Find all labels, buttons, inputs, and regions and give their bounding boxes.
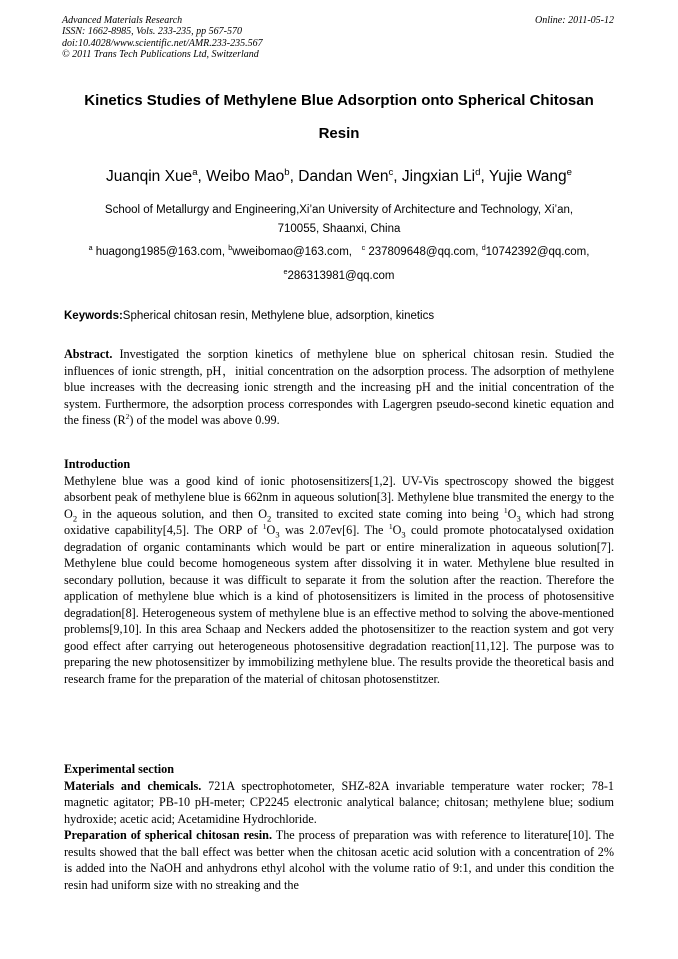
- email-a[interactable]: huagong1985@163.com,: [95, 246, 226, 258]
- author-list: Juanqin Xue$^a$, Weibo Mao$^b$, Dandan Wen$^c$, Jingxian Li$^d$, Yujie Wang$^e$: [106, 166, 572, 185]
- materials-paragraph: Materials and chemicals. 721A spectrophotometer, SHZ-82A invariable temperature water rocker; 78-1 magnetic agitator; PB-10 pH-meter; CP2245 electronic analytical balance; chitosan; methylene blue; sodium hydroxide; acetic acid; Acetamidine Hydrochloride.: [64, 778, 614, 826]
- author-name: Juanqin Xue: [106, 168, 193, 185]
- affiliation-line-1: School of Metallurgy and Engineering,Xi’an University of Architecture and Technology, Xi’an,: [104, 204, 574, 216]
- email-e[interactable]: 286313981@qq.com: [287, 270, 395, 282]
- abstract: Abstract. Investigated the sorption kinetics of methylene blue on spherical chitosan resin. Studied the influences of ionic strength, pH，initial concentration on the adsorption process. The adsorption of methylene blue increases with the decreasing ionic strength and the increasing pH and the initial concentration of the system. Furthermore, the adsorption process correspondes with Lagergren pseudo-second kinetic equation and the finess $(R^2)$ of the model was above 0.99.: [64, 347, 614, 427]
- paper-title-line-1: Kinetics Studies of Methylene Blue Adsorption onto Spherical Chitosan: [84, 92, 594, 109]
- materials-label: Materials and chemicals.: [64, 778, 202, 793]
- keywords-text: Spherical chitosan resin, Methylene blue, adsorption, kinetics: [122, 310, 435, 322]
- experimental-section: [64, 761, 614, 893]
- introduction-paragraph: Methylene blue was a good kind of ionic photosensitizers[1,2]. UV-Vis spectroscopy showed the biggest absorbent peak of methylene blue is 662nm in aqueous solution[3]. Methylene blue transmited the energy to the $O_2$ in the aqueous solution, and then $O_2$ transited to excited state coming into being $^1O_3$ which had strong oxidative capability[4,5]. The ORP of $^1O_3$ was 2.07ev[6]. The $^1O_3$ could promote photocatalysed oxidation degradation of organic contaminants which would be part or entire mineralization in aqueous solution[7]. Methylene blue could become homogeneous system after dissolving it in water. Methylene blue resulted in secondary pollution, because it was difficult to separate it from the solution after the reaction. Therefore the application of methylene blue which is a kind of photosensitizers is limited in the process of photosensitive degradation[8]. Heterogeneous system of methylene blue is an effective method to solving the above-mentioned problems[9,10]. In this area Schaap and Neckers added the photosensitizer to the reaction system and got very good effect after carrying out heterogeneous photosensitive degradation reaction[11,12]. The purpose was to preparing the new photosensitizer by immobilizing methylene blue. The results provide the theoretical basis and research frame for the preparation of the material of chitosan photosenstitzer.: [64, 473, 614, 686]
- online-date: Online: 2011-05-12: [535, 15, 614, 26]
- keywords: [64, 309, 614, 323]
- author-mark: a: [192, 166, 198, 178]
- introduction-section: [64, 456, 614, 687]
- experimental-heading: Experimental section: [64, 762, 175, 776]
- abstract-label: Abstract.: [64, 347, 113, 361]
- author-name: Yujie Wang: [488, 168, 567, 185]
- author-name: Weibo Mao: [206, 168, 285, 185]
- issn-line: ISSN: 1662-8985, Vols. 233-235, pp 567-570: [62, 26, 242, 38]
- preparation-label: Preparation of spherical chitosan resin.: [64, 828, 273, 842]
- author-mark: d: [475, 166, 481, 178]
- email-line-2: $^e$286313981@qq.com: [283, 268, 395, 282]
- doi-line: doi:10.4028/www.scientific.net/AMR.233-235.567: [62, 37, 263, 49]
- author-mark: c: [388, 166, 394, 178]
- preparation-paragraph: Preparation of spherical chitosan resin. The process of preparation was with reference to literature[10]. The results showed that the ball effect was better when the chitosan acetic acid solution with a concentration of 2% is added into the NaOH and anhydrons ethyl alcohol with the volume ratio of 9:1, and under this condition the resin had uniform size with no streaking and the: [64, 828, 614, 892]
- keywords-label: Keywords:: [64, 310, 123, 322]
- author-name: Jingxian Li: [401, 168, 476, 185]
- affiliation-line-2: 710055, Shaanxi, China: [277, 223, 401, 235]
- paper-title-line-2: Resin: [318, 125, 360, 142]
- running-header: [62, 15, 263, 61]
- email-c[interactable]: 237809648@qq.com,: [368, 246, 479, 258]
- journal-name: Advanced Materials Research: [62, 15, 183, 26]
- author-mark: b: [284, 166, 290, 178]
- email-d[interactable]: 10742392@qq.com,: [485, 246, 590, 258]
- author-mark: e: [566, 166, 572, 178]
- email-b[interactable]: wweibomao@163.com,: [232, 246, 352, 258]
- email-line-1: $^a$ huagong1985@163.com, $^b$wweibomao@163.com, $^c$ 237809648@qq.com, $^d$10742392@qq.com,: [88, 244, 590, 258]
- author-name: Dandan Wen: [298, 168, 389, 185]
- introduction-heading: Introduction: [64, 457, 131, 471]
- copyright-line: © 2011 Trans Tech Publications Ltd, Switzerland: [62, 49, 259, 61]
